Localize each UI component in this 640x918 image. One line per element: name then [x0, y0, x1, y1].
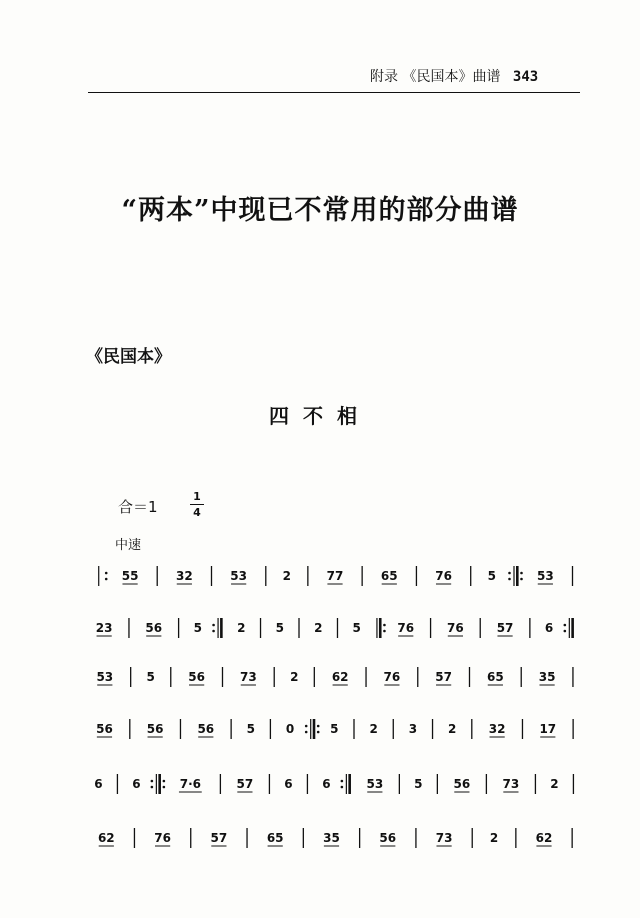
note-group: 5 — [146, 670, 155, 684]
note-group: 56 — [146, 722, 164, 736]
note-group: 2 — [314, 621, 323, 635]
note-group: 7·6 — [179, 777, 201, 791]
note-group: 76 — [154, 831, 171, 845]
repeat-dot — [383, 624, 386, 627]
repeat-dot — [341, 786, 344, 789]
note-group: 0 — [285, 722, 295, 736]
repeat-dot — [564, 624, 567, 627]
note-group: 76 — [435, 569, 452, 583]
piece-title: 四不相 — [269, 404, 371, 428]
note-group: 6 — [94, 777, 103, 791]
repeat-dot — [508, 578, 511, 581]
repeat-dot — [151, 786, 154, 789]
note-group: 65 — [266, 831, 284, 845]
note-group: 56 — [96, 722, 113, 736]
key-signature: 合＝1 — [118, 498, 158, 516]
note-group: 5 — [330, 722, 339, 736]
note-group: 57 — [496, 621, 514, 635]
note-group: 57 — [435, 670, 452, 684]
repeat-dot — [163, 786, 166, 789]
note-group: 76 — [397, 621, 415, 635]
repeat-dot — [151, 780, 154, 783]
note-group: 3 — [408, 722, 418, 736]
note-group: 6 — [284, 777, 293, 791]
note-group: 53 — [96, 670, 114, 684]
note-group: 53 — [366, 777, 384, 791]
note-group: 5 — [487, 569, 496, 583]
note-group: 5 — [246, 722, 255, 736]
note-group: 5 — [193, 621, 203, 635]
note-group: 57 — [210, 831, 228, 845]
repeat-dot — [163, 780, 166, 783]
note-group: 56 — [188, 670, 205, 684]
note-group: 73 — [240, 670, 257, 684]
repeat-dot — [341, 780, 344, 783]
note-group: 62 — [331, 670, 349, 684]
time-denominator: 4 — [193, 506, 201, 519]
note-group: 2 — [282, 569, 292, 583]
repeat-dot — [305, 725, 308, 728]
note-group: 56 — [453, 777, 471, 791]
repeat-dot — [520, 578, 523, 581]
repeat-dot — [105, 578, 108, 581]
note-group: 73 — [435, 831, 453, 845]
note-group: 17 — [539, 722, 557, 736]
note-group: 23 — [95, 621, 113, 635]
note-group: 6 — [544, 621, 554, 635]
note-group: 35 — [538, 670, 556, 684]
note-group: 56 — [379, 831, 397, 845]
repeat-dot — [508, 572, 511, 575]
header-text: 附录 《民国本》曲谱 — [370, 69, 501, 85]
note-group: 2 — [369, 722, 378, 736]
note-group: 55 — [121, 569, 139, 583]
note-group: 65 — [487, 670, 504, 684]
section-title: 《民国本》 — [86, 347, 171, 367]
note-group: 6 — [132, 777, 141, 791]
note-group: 2 — [290, 670, 299, 684]
repeat-dot — [564, 630, 567, 633]
note-group: 2 — [489, 831, 499, 845]
note-group: 65 — [380, 569, 398, 583]
note-group: 77 — [326, 569, 344, 583]
tempo-marking: 中速 — [115, 538, 142, 553]
repeat-dot — [520, 572, 523, 575]
note-group: 62 — [535, 831, 553, 845]
note-group: 2 — [237, 621, 246, 635]
page-title: “两本”中现已不常用的部分曲谱 — [121, 195, 519, 226]
note-group: 35 — [323, 831, 340, 845]
note-group: 53 — [537, 569, 554, 583]
note-group: 2 — [447, 722, 457, 736]
note-group: 76 — [447, 621, 464, 635]
note-group: 73 — [502, 777, 520, 791]
page-number: 343 — [512, 69, 539, 85]
note-group: 57 — [236, 777, 254, 791]
note-group: 62 — [97, 831, 115, 845]
repeat-dot — [383, 630, 386, 633]
repeat-dot — [212, 630, 215, 633]
note-group: 5 — [275, 621, 284, 635]
note-group: 5 — [414, 777, 423, 791]
repeat-dot — [212, 624, 215, 627]
note-group: 76 — [383, 670, 401, 684]
note-group: 56 — [197, 722, 215, 736]
note-group: 32 — [176, 569, 193, 583]
note-group: 32 — [488, 722, 506, 736]
repeat-dot — [317, 731, 320, 734]
note-group: 56 — [145, 621, 163, 635]
repeat-dot — [305, 731, 308, 734]
repeat-dot — [105, 572, 108, 575]
note-group: 2 — [550, 777, 559, 791]
note-group: 6 — [322, 777, 331, 791]
repeat-dot — [317, 725, 320, 728]
note-group: 5 — [352, 621, 361, 635]
note-group: 53 — [230, 569, 247, 583]
time-numerator: 1 — [193, 490, 201, 503]
